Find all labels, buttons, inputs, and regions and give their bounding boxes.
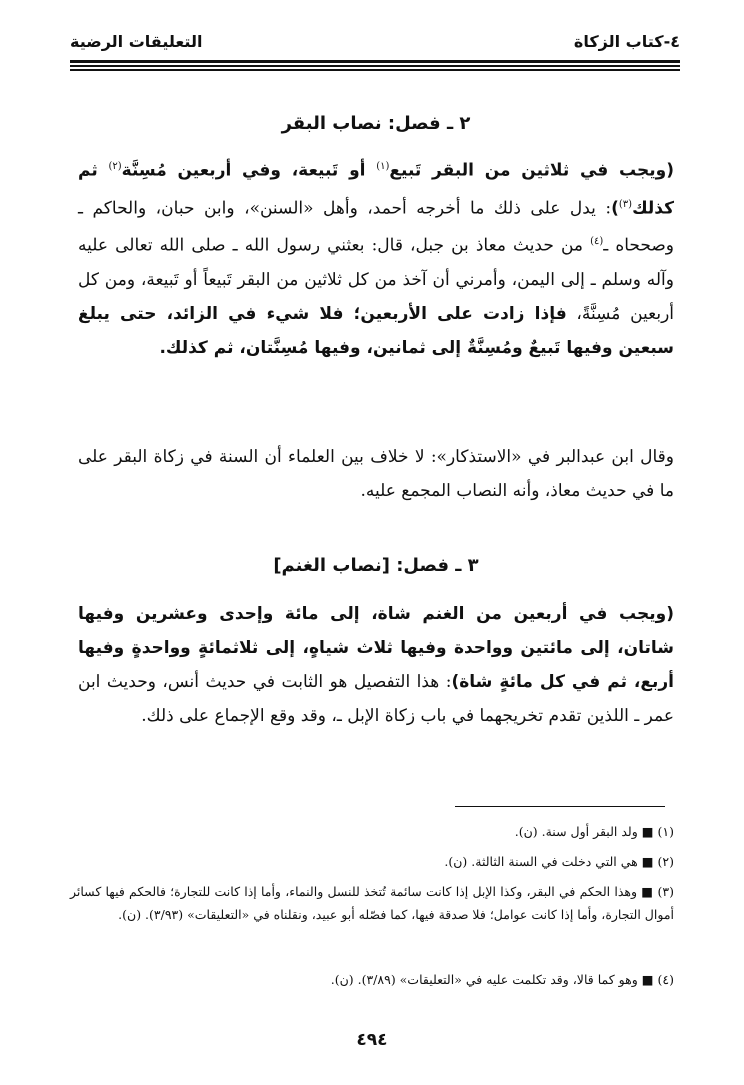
section-heading-cattle: ٢ ـ فصل: نصاب البقر — [281, 113, 471, 134]
footnote-separator — [455, 806, 665, 807]
footnote-2: (٢) ■ هي التي دخلت في السنة الثالثة. (ن). — [444, 854, 674, 869]
running-header — [70, 30, 680, 58]
hadith-text: فإذا زادت على الأربعين؛ فلا شيء في الزائد، حتى يبلغ سبعين وفيها تَبيعٌ ومُسِنَّةٌ إلى ثمانين، وفيها مُسِنَّتان، ثم كذلك. — [78, 303, 674, 358]
hadith-text: أو تَبيعة، وفي أربعين مُسِنَّة — [121, 160, 377, 181]
header-rule — [70, 69, 680, 71]
footnote-4: (٤) ■ وهو كما قالا، وقد تكلمت عليه في «التعليقات» (٣/٨٩). (ن). — [330, 972, 674, 987]
hadith-text: ) — [611, 198, 619, 219]
paragraph-cattle-nisab — [78, 150, 674, 365]
footnote-ref: (٣) — [618, 198, 633, 210]
header-section-title: ٤-كتاب الزكاة — [573, 32, 680, 51]
hadith-text: (ويجب في أربعين من الغنم شاة، إلى مائة وإحدى وعشرين وفيها شاتان، إلى مائتين وواحدة وفيها ثلاث شياهٍ، إلى ثلاثمائةٍ وواحدةٍ وفيها أربع، ثم في كل مائةٍ شاة) — [78, 604, 674, 692]
paragraph-ibn-abdulbarr: وقال ابن عبدالبر في «الاستذكار»: لا خلاف بين العلماء أن السنة في زكاة البقر على ما في حديث معاذ، وأنه النصاب المجمع عليه. — [78, 447, 674, 501]
footnote-ref: (٤) — [590, 236, 604, 248]
commentary-text: : يدل على ذلك ما أخرجه أحمد، وأهل «السنن»، وابن حبان، والحاكم ـ وصححاه ـ — [78, 198, 675, 256]
paragraph-sheep-nisab — [78, 597, 674, 733]
header-rule — [70, 65, 680, 67]
header-rule — [70, 60, 680, 63]
hadith-text: (ويجب في ثلاثين من البقر تَبيع — [389, 160, 674, 181]
page-number: ٤٩٤ — [356, 1030, 388, 1050]
footnote-ref: (١) — [376, 161, 390, 172]
footnote-1: (١) ■ ولد البقر أول سنة. (ن). — [514, 824, 674, 839]
commentary-text: من حديث معاذ بن جبل، قال: بعثني رسول الله ـ صلى الله تعالى عليه وآله وسلم ـ إلى اليمن، وأمرني أن آخذ من كل ثلاثين من البقر تَبيعاً أو تَبيعة، ومن كل أربعين مُسِنَّةً، — [78, 235, 674, 324]
hadith-text: ثم كذلك — [78, 160, 674, 219]
commentary-text: : هذا التفصيل هو الثابت في حديث أنس، وحديث ابن عمر ـ اللذين تقدم تخريجهما في باب زكاة الإبل ـ، وقد وقع الإجماع على ذلك. — [78, 672, 674, 726]
footnote-ref: (٢) — [108, 161, 122, 172]
section-heading-sheep: ٣ ـ فصل: [نصاب الغنم] — [273, 555, 479, 576]
header-book-title: التعليقات الرضية — [70, 32, 203, 51]
footnote-3: (٣) ■ وهذا الحكم في البقر، وكذا الإبل إذا كانت سائمة تُتخذ للنسل والنماء، وأما إذا كانت للتجارة؛ فالحكم فيها كسائر أموال التجارة، وأما إذا كانت عوامل؛ فلا صدقة فيها، كما فصّله أبو عبيد، ونقلناه في «التعليقات» (٣/٩٣). (ن). — [70, 884, 674, 922]
